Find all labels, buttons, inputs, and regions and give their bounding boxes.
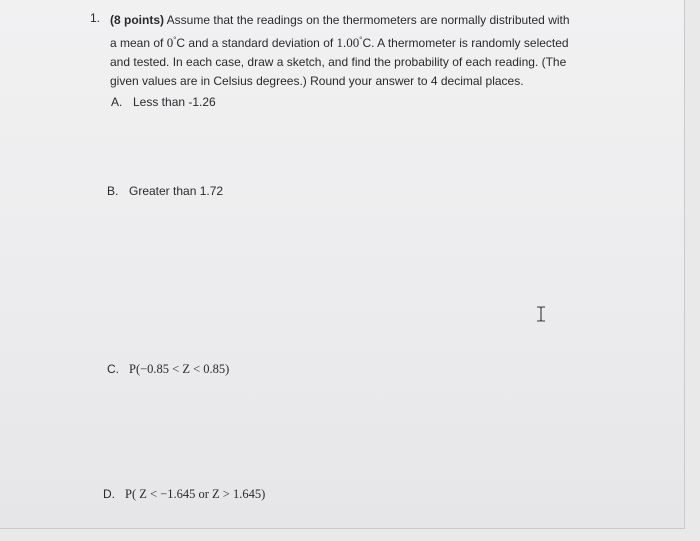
part-c xyxy=(107,362,229,377)
text-cursor-icon xyxy=(536,306,546,322)
part-c-expression: P(−0.85 < Z < 0.85) xyxy=(129,362,230,376)
sd-degree-mark: ° xyxy=(359,35,363,44)
part-a xyxy=(111,95,216,109)
sd-value xyxy=(337,35,363,50)
question-line-2 xyxy=(110,30,580,53)
question-number: 1. xyxy=(90,11,101,25)
part-a-text: Less than -1.26 xyxy=(133,95,216,109)
question-line-1 xyxy=(110,11,580,30)
mean-number: 0 xyxy=(166,35,174,50)
question-text xyxy=(110,11,580,91)
question-line-1-text: Assume that the readings on the thermometers are normally distributed with xyxy=(166,13,570,27)
mean-degree-mark: ° xyxy=(173,35,177,44)
part-d-expression: P( Z < −1.645 or Z > 1.645) xyxy=(125,487,266,501)
part-b-text: Greater than 1.72 xyxy=(129,184,224,198)
part-b-letter: B. xyxy=(107,184,119,198)
part-d-letter: D. xyxy=(103,487,115,501)
mean-value xyxy=(167,35,177,50)
part-c-letter: C. xyxy=(107,362,119,376)
sd-number: 1.00 xyxy=(336,35,360,50)
question-line-3: and tested. In each case, draw a sketch, and find the probability of each reading. (The xyxy=(110,55,567,69)
points-label: (8 points) xyxy=(110,13,164,27)
sd-label: C and a standard deviation of xyxy=(176,36,334,50)
mean-label: a mean of xyxy=(110,36,164,50)
part-a-letter: A. xyxy=(111,95,123,109)
question-line-2-end: C. A thermometer is randomly selected xyxy=(362,36,569,50)
question-line-4: given values are in Celsius degrees.) Round your answer to 4 decimal places. xyxy=(110,74,524,88)
part-b xyxy=(107,184,223,198)
part-d xyxy=(103,487,265,502)
